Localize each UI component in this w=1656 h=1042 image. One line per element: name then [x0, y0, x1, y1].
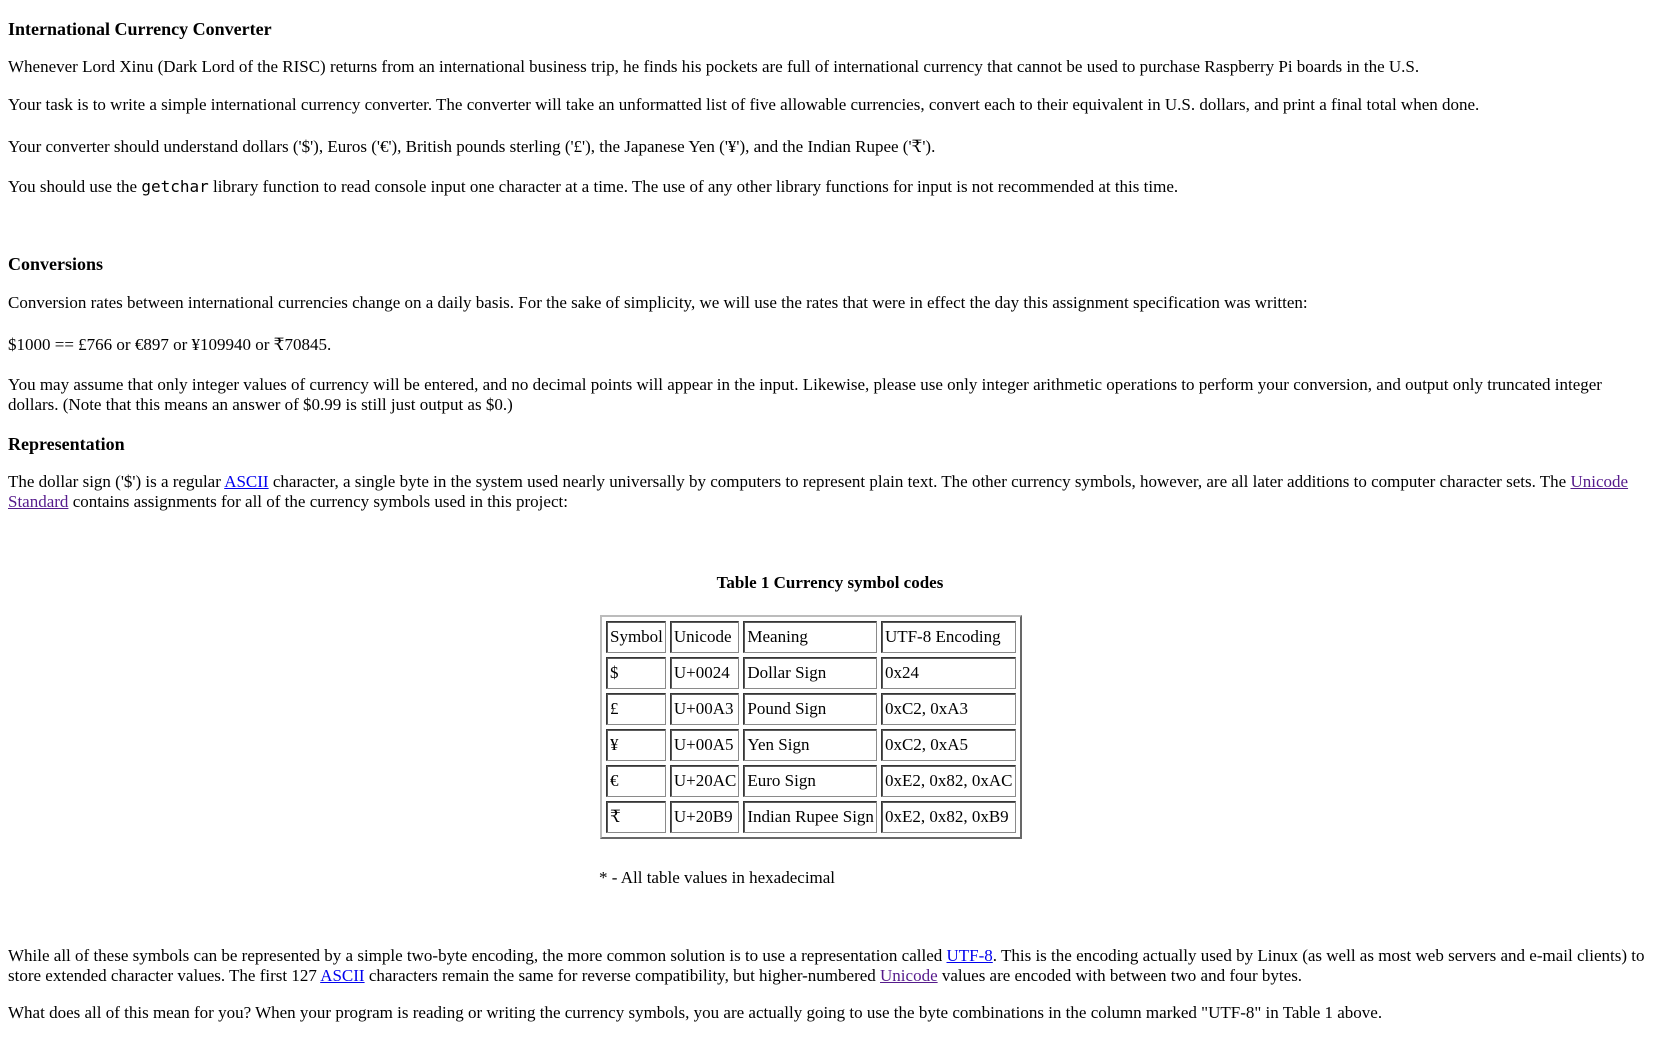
cell-meaning: Dollar Sign [743, 657, 877, 689]
table-row [606, 765, 1016, 797]
task-paragraph: Your task is to write a simple international currency converter. The converter will take an unformatted list of five allowable currencies, convert each to their equivalent in U.S. dollars, and print a final total when done. [8, 95, 1480, 114]
table-row [606, 693, 1016, 725]
utf8-paragraph [8, 946, 1648, 986]
table-row [606, 801, 1016, 833]
dollar-sign-paragraph [8, 472, 1648, 512]
dollar-text-middle: character, a single byte in the system used nearly universally by computers to represent plain text. The other currency symbols, however, are all later additions to computer character sets. The [268, 472, 1571, 491]
cell-unicode: U+0024 [670, 657, 739, 689]
cell-utf8-encoding: 0xE2, 0x82, 0xAC [881, 765, 1016, 797]
cell-utf8-encoding: 0xC2, 0xA3 [881, 693, 1016, 725]
table-row [606, 657, 1016, 689]
utf8-text-middle-2: characters remain the same for reverse compatibility, but higher-numbered [364, 966, 881, 985]
cell-unicode: U+00A5 [670, 729, 739, 761]
header-utf8-encoding: UTF-8 Encoding [881, 621, 1016, 653]
cell-utf8-encoding: 0xE2, 0x82, 0xB9 [881, 801, 1016, 833]
unicode-standard-link[interactable]: Unicode Standard [8, 472, 1629, 511]
dollar-text-before: The dollar sign ('$') is a regular [8, 472, 225, 491]
getchar-text-before: You should use the [8, 177, 142, 196]
cell-unicode: U+20AC [670, 765, 739, 797]
integer-assumption-paragraph: You may assume that only integer values of currency will be entered, and no decimal points will appear in the input. Likewise, please use only integer arithmetic operations to perform your conversion, and output only truncated integer dollars. (Note that this means an answer of $0.99 is still just output as $0.) [8, 375, 1602, 414]
cell-meaning: Indian Rupee Sign [743, 801, 877, 833]
rates-paragraph: Conversion rates between international currencies change on a daily basis. For the sake of simplicity, we will use the rates that were in effect the day this assignment specification was written: [8, 293, 1308, 312]
currencies-paragraph: Your converter should understand dollars ('$'), Euros ('€'), British pounds sterling ('£'), the Japanese Yen ('¥'), and the Indian Rupee ('₹'). [8, 137, 936, 156]
cell-unicode: U+00A3 [670, 693, 739, 725]
table-header-row [606, 621, 1016, 653]
header-meaning: Meaning [743, 621, 877, 653]
table-caption: Table 1 Currency symbol codes [716, 573, 944, 592]
ascii-link[interactable]: ASCII [224, 472, 269, 491]
utf8-text-after: values are encoded with between two and four bytes. [937, 966, 1303, 985]
meaning-paragraph: What does all of this mean for you? When your program is reading or writing the currency symbols, you are actually going to use the byte combinations in the column marked "UTF-8" in Table 1 above. [8, 1003, 1383, 1022]
cell-meaning: Yen Sign [743, 729, 877, 761]
representation-heading: Representation [8, 434, 125, 454]
cell-utf8-encoding: 0xC2, 0xA5 [881, 729, 1016, 761]
header-symbol: Symbol [606, 621, 666, 653]
cell-meaning: Euro Sign [743, 765, 877, 797]
cell-symbol: ¥ [606, 729, 666, 761]
currency-symbol-table [600, 615, 1022, 839]
getchar-text-after: library function to read console input one character at a time. The use of any other library functions for input is not recommended at this time. [208, 177, 1179, 196]
utf8-link[interactable]: UTF-8 [946, 946, 993, 965]
cell-symbol: £ [606, 693, 666, 725]
cell-symbol: ₹ [606, 801, 666, 833]
utf8-text-middle-1: . This is the encoding actually used by Linux (as well as most web servers and e-mail clients) to store extended character values. The first 127 [8, 946, 1645, 985]
utf8-text-before: While all of these symbols can be represented by a simple two-byte encoding, the more common solution is to use a representation called [8, 946, 947, 965]
getchar-paragraph [8, 177, 1178, 197]
getchar-code: getchar [141, 177, 209, 196]
cell-symbol: $ [606, 657, 666, 689]
table-row [606, 729, 1016, 761]
cell-symbol: € [606, 765, 666, 797]
intro-paragraph: Whenever Lord Xinu (Dark Lord of the RISC) returns from an international business trip, he finds his pockets are full of international currency that cannot be used to purchase Raspberry Pi boards in the U.S. [8, 57, 1420, 76]
cell-unicode: U+20B9 [670, 801, 739, 833]
unicode-link[interactable]: Unicode [880, 966, 938, 985]
table-footnote: * - All table values in hexadecimal [599, 868, 836, 887]
cell-meaning: Pound Sign [743, 693, 877, 725]
header-unicode: Unicode [670, 621, 739, 653]
conversions-heading: Conversions [8, 254, 104, 274]
page-title: International Currency Converter [8, 19, 272, 39]
rates-equation: $1000 == £766 or €897 or ¥109940 or ₹70845. [8, 335, 332, 354]
cell-utf8-encoding: 0x24 [881, 657, 1016, 689]
ascii-link-2[interactable]: ASCII [320, 966, 365, 985]
dollar-text-after: contains assignments for all of the currency symbols used in this project: [68, 492, 568, 511]
